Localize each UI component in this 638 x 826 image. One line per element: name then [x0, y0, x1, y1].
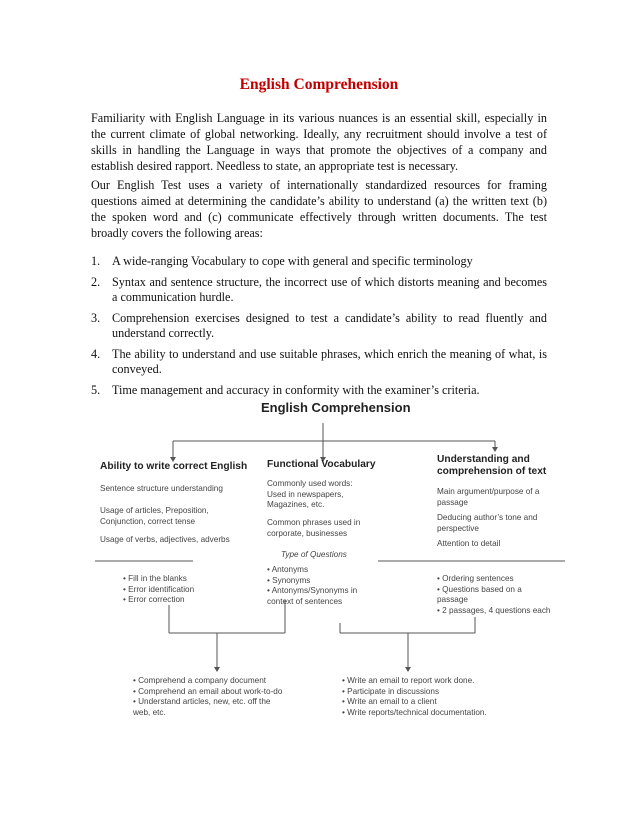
document-title: English Comprehension [239, 76, 399, 93]
test-areas-list [91, 254, 547, 403]
intro-paragraph: Familiarity with English Language in its various nuances is an essential skill, especially in the current climate of global networking. Ideally, any recruitment should involve a test of skills in handling the Language in ways that promote the objectives of a company and establish desired rapport. Needless to state, an appropriate test is necessary. [91, 111, 547, 173]
list-item: 4. The ability to understand and use suitable phrases, which enrich the meaning of what, is conveyed. [91, 346, 547, 376]
list-item: 1. A wide-ranging Vocabulary to cope with general and specific terminology [91, 254, 473, 268]
outcomes-writing: • Write an email to report work done. • Participate in discussions • Write an email to a client • Write reports/technical documentation. [342, 676, 487, 717]
list-item: 5. Time management and accuracy in conformity with the examiner’s criteria. [91, 382, 480, 397]
understanding-item: Attention to detail [437, 539, 501, 548]
column-heading-understanding: Understanding and comprehension of text [437, 454, 547, 477]
understanding-item: Deducing author’s tone and perspective [437, 513, 538, 533]
writing-item: Sentence structure understanding [100, 484, 223, 493]
question-types-understanding: • Ordering sentences • Questions based on a passage • 2 passages, 4 questions each [437, 574, 551, 615]
question-types-writing: • Fill in the blanks • Error identification • Error correction [123, 574, 195, 604]
outcomes-reading: • Comprehend a company document • Comprehend an email about work-to-do • Understand articles, new, etc. off the web, etc. [133, 676, 283, 717]
column-heading-writing: Ability to write correct English [100, 461, 248, 472]
test-description-paragraph: Our English Test uses a variety of internationally standardized resources for framing questions aimed at determining the candidate’s ability to understand (a) the written text (b) the spoken word and (c) communicate effectively through written documents. The test broadly covers the following areas: [91, 178, 547, 240]
vocabulary-item: Commonly used words: Used in newspapers, Magazines, etc. [267, 479, 353, 509]
question-types-label: Type of Questions [281, 550, 347, 559]
diagram-title: English Comprehension [261, 400, 411, 415]
list-item: 3. Comprehension exercises designed to test a candidate’s ability to read fluently and understand correctly. [91, 310, 547, 340]
column-heading-vocabulary: Functional Vocabulary [267, 459, 376, 470]
list-item: 2. Syntax and sentence structure, the incorrect use of which distorts meaning and becomes a communication hurdle. [91, 274, 547, 304]
understanding-item: Main argument/purpose of a passage [437, 487, 540, 507]
comprehension-diagram [95, 395, 565, 725]
writing-item: Usage of articles, Preposition, Conjunction, correct tense [100, 506, 209, 526]
writing-item: Usage of verbs, adjectives, adverbs [100, 535, 230, 544]
question-types-vocabulary: • Antonyms • Synonyms • Antonyms/Synonyms in context of sentences [267, 565, 358, 606]
vocabulary-item: Common phrases used in corporate, businesses [267, 518, 361, 538]
